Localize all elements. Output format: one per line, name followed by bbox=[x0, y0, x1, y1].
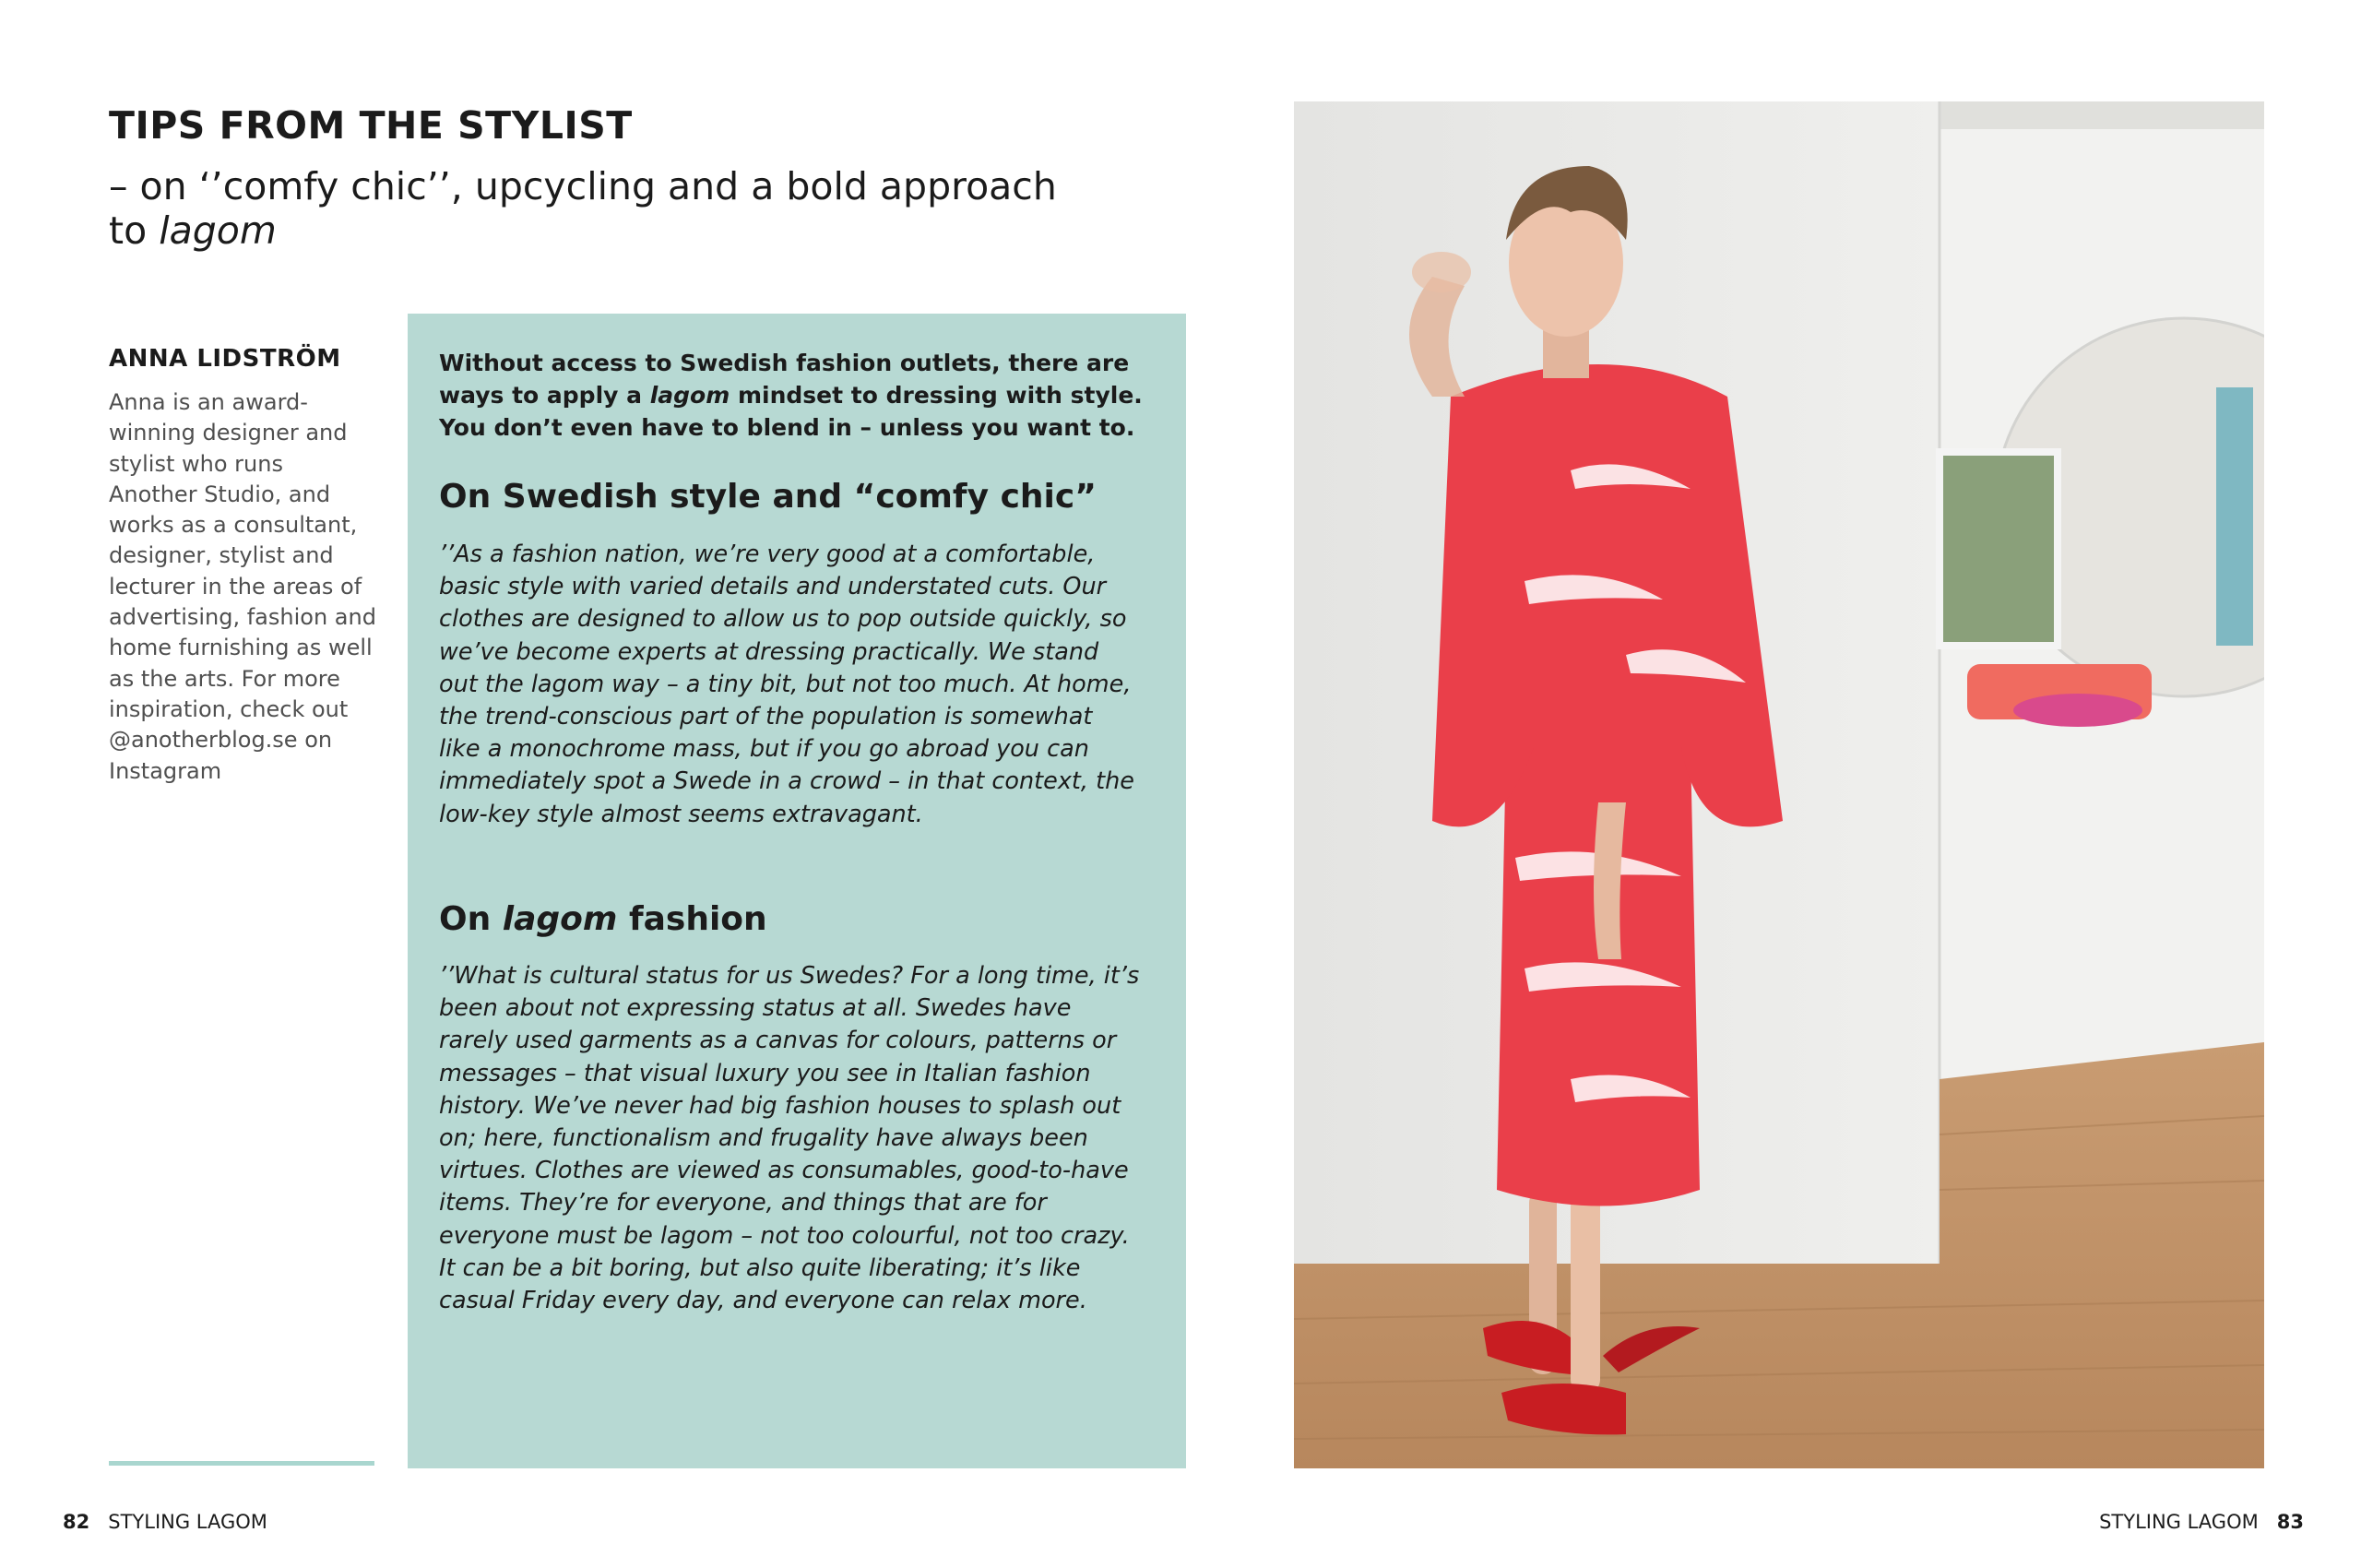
section1-quote: ’’As a fashion nation, we’re very good at a comfortable, basic style with varied details and understated cuts. Our clothes are designed to allow us to pop outside quickly, so we’ve become experts at dressing practically. We stand out the lagom way – a tiny bit, but not too much. At home, the trend-conscious part of the population is somewhat like a monochrome mass, but if you go abroad you can immediately spot a Swede in a crowd – in that context, the low-key style almost seems extravagant. bbox=[439, 540, 1134, 828]
mirror-cushion bbox=[2013, 694, 2142, 727]
subtitle-line2-prefix: to bbox=[109, 208, 160, 253]
stylist-photo bbox=[1294, 101, 2264, 1468]
section2-heading bbox=[439, 900, 1168, 938]
intro-before: Without access to Swedish fashion outlets, there are ways to apply a bbox=[439, 350, 1130, 409]
footer-right bbox=[2099, 1511, 2304, 1533]
left-running-title: STYLING LAGOM bbox=[108, 1511, 267, 1533]
page-subtitle bbox=[109, 164, 1123, 253]
section1-heading: On Swedish style and “comfy chic” bbox=[439, 478, 1097, 516]
section2-quote: ’’What is cultural status for us Swedes? For a long time, it’s been about not expressing status at all. Swedes have rarely used garments as a canvas for colours, patterns or messages – that visual luxury you see in Italian fashion history. We’ve never had big fashion houses to splash out on; here, functionalism and frugality have always been virtues. Clothes are viewed as consumables, good-to-have items. They’re for everyone, and things that are for everyone must be lagom – not too colourful, not too crazy. It can be a bit boring, but also quite liberating; it’s like casual Friday every day, and everyone can relax more. bbox=[439, 962, 1140, 1315]
left-page-number: 82 bbox=[63, 1511, 90, 1533]
ceiling bbox=[1940, 101, 2264, 129]
mirror-window bbox=[1940, 452, 2058, 646]
front-leg bbox=[1571, 1190, 1600, 1393]
intro-paragraph bbox=[439, 347, 1168, 444]
blurred-hand bbox=[1412, 252, 1471, 292]
section2-heading-suffix: fashion bbox=[617, 900, 767, 938]
right-page-number: 83 bbox=[2276, 1511, 2304, 1533]
page-title: TIPS FROM THE STYLIST bbox=[109, 103, 633, 148]
subtitle-line2-italic: lagom bbox=[159, 208, 277, 253]
intro-italic: lagom bbox=[649, 382, 730, 409]
subtitle-line1: – on ‘’comfy chic’’, upcycling and a bold approach bbox=[109, 164, 1057, 208]
intro-after: mindset to dressing with style. You don’t even have to blend in – unless you want to. bbox=[439, 382, 1143, 441]
bio-name: ANNA LIDSTRÖM bbox=[109, 345, 341, 373]
bio-text: Anna is an award-winning designer and stylist who runs Another Studio, and works as a consultant, designer, stylist and lecturer in the areas of advertising, fashion and home furnishing as well as the arts. For more inspiration, check out @anotherblog.se on Instagram bbox=[109, 389, 376, 784]
mirror-locker bbox=[2216, 387, 2253, 646]
right-running-title: STYLING LAGOM bbox=[2099, 1511, 2259, 1533]
section2-heading-prefix: On bbox=[439, 900, 503, 938]
bio-divider bbox=[109, 1461, 374, 1466]
footer-left bbox=[63, 1511, 267, 1533]
section2-heading-italic: lagom bbox=[502, 900, 618, 938]
